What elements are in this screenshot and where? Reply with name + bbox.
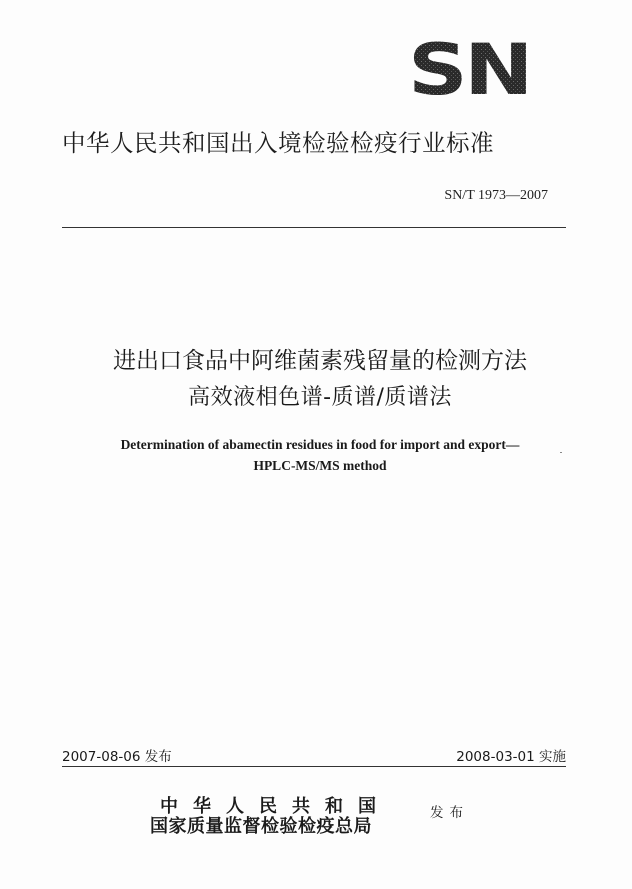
standard-number: SN/T 1973—2007 — [444, 188, 548, 203]
scan-speck — [560, 452, 562, 453]
sn-logo-graphic — [408, 36, 532, 98]
title-chinese-line2: 高效液相色谱-质谱/质谱法 — [188, 385, 452, 410]
title-english-line2: HPLC-MS/MS method — [253, 458, 387, 473]
bottom-divider — [62, 766, 566, 767]
title-english-line1: Determination of abamectin residues in food for import and export— — [120, 437, 520, 452]
sn-logo — [408, 36, 532, 98]
implementation-date: 2008-03-01 实施 — [456, 749, 566, 765]
issue-date: 2007-08-06 发布 — [62, 749, 172, 765]
top-divider — [62, 227, 566, 228]
sn-logo-text: SN — [408, 36, 530, 98]
issuer-agency: 国家质量监督检验检疫总局 — [150, 816, 372, 837]
standard-category: 中华人民共和国出入境检验检疫行业标准 — [62, 129, 494, 157]
publish-label: 发布 — [430, 805, 469, 821]
issuer-country: 中华人民共和国 — [160, 796, 391, 817]
title-chinese-line1: 进出口食品中阿维菌素残留量的检测方法 — [113, 348, 527, 374]
